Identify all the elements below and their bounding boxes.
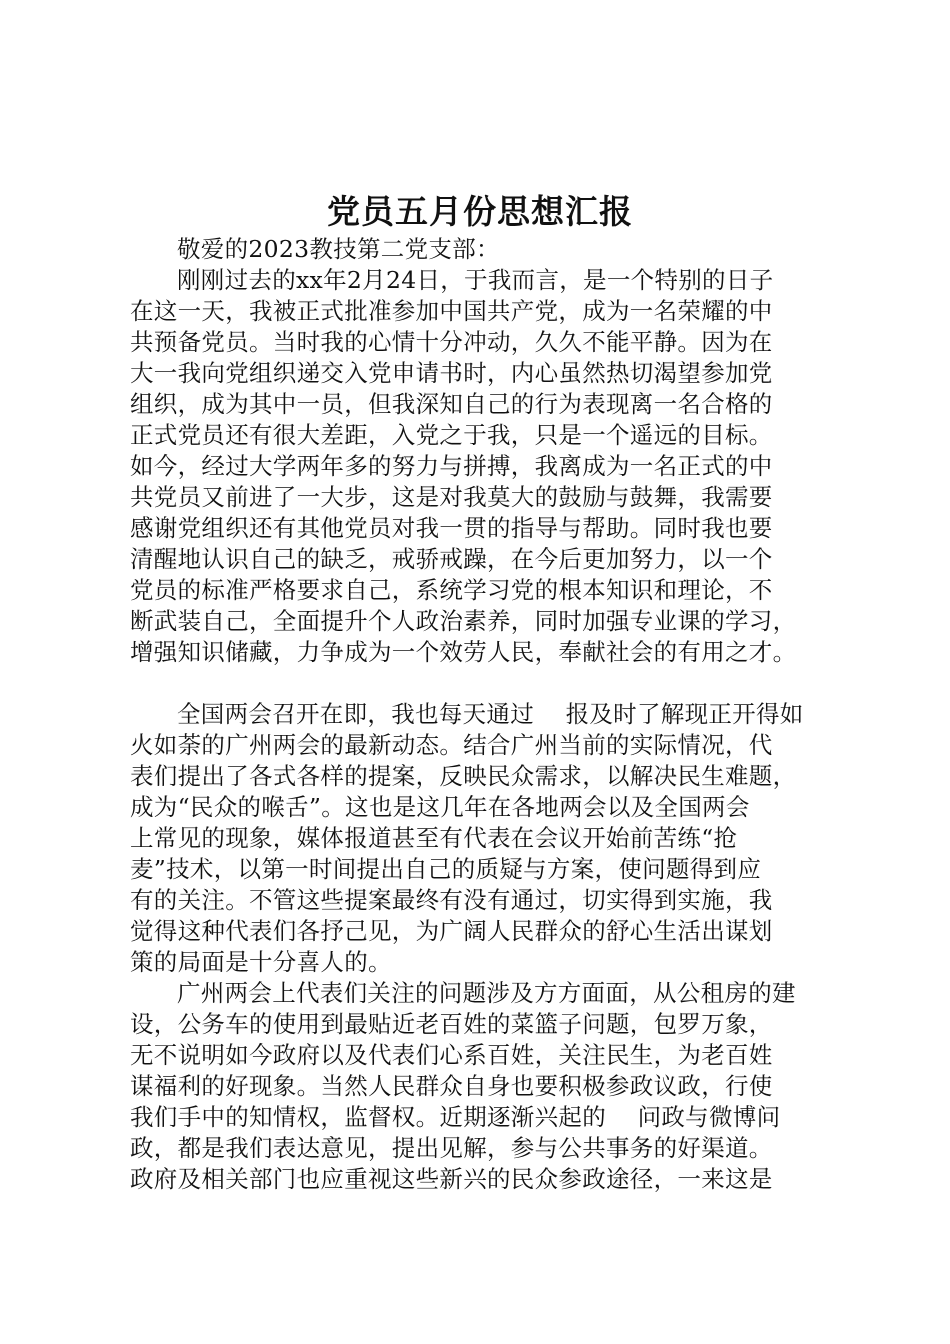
- paragraph-line: 清醒地认识自己的缺乏，戒骄戒躁，在今后更加努力，以一个: [130, 545, 773, 573]
- paragraph-2: [130, 699, 830, 978]
- paragraph-line: 有的关注。不管这些提案最终有没有通过，切实得到实施，我: [130, 886, 773, 914]
- paragraph-line: 共预备党员。当时我的心情十分冲动，久久不能平静。因为在: [130, 328, 773, 356]
- document-page: [130, 190, 830, 1195]
- paragraph-line: 无不说明如今政府以及代表们心系百姓，关注民生，为老百姓: [130, 1041, 773, 1069]
- paragraph-line: 成为“民众的喉舌”。这也是这几年在各地两会以及全国两会: [130, 793, 750, 821]
- paragraph-line: 如今，经过大学两年多的努力与拼搏，我离成为一名正式的中: [130, 452, 773, 480]
- paragraph-line: 火如荼的广州两会的最新动态。结合广州当前的实际情况，代: [130, 731, 773, 759]
- paragraph-line: 增强知识储藏，力争成为一个效劳人民，奉献社会的有用之才。: [130, 638, 797, 666]
- paragraph-line: 共党员又前进了一大步，这是对我莫大的鼓励与鼓舞，我需要: [130, 483, 773, 511]
- paragraph-line: 表们提出了各式各样的提案，反映民众需求，以解决民生难题，: [130, 762, 797, 790]
- salutation: 敬爱的2023教技第二党支部：: [177, 235, 500, 263]
- paragraph-line: 广州两会上代表们关注的问题涉及方方面面，从公租房的建: [177, 979, 796, 1007]
- paragraph-line: 正式党员还有很大差距，入党之于我，只是一个遥远的目标。: [130, 421, 773, 449]
- paragraph-spacer: [130, 668, 830, 699]
- paragraph-line: 我们手中的知情权，监督权。近期逐渐兴起的 问政与微博问: [130, 1103, 781, 1131]
- paragraph-line: 麦”技术，以第一时间提出自己的质疑与方案，使问题得到应: [130, 855, 762, 883]
- paragraph-line: 全国两会召开在即，我也每天通过 报及时了解现正开得如: [177, 700, 804, 728]
- paragraph-1: [130, 265, 830, 668]
- paragraph-line: 政府及相关部门也应重视这些新兴的民众参政途径，一来这是: [130, 1165, 773, 1193]
- paragraph-line: 感谢党组织还有其他党员对我一贯的指导与帮助。同时我也要: [130, 514, 773, 542]
- paragraph-line: 大一我向党组织递交入党申请书时，内心虽然热切渴望参加党: [130, 359, 773, 387]
- paragraph-line: 刚刚过去的xx年2月24日，于我而言，是一个特别的日子: [177, 266, 774, 294]
- paragraph-line: 谋福利的好现象。当然人民群众自身也要积极参政议政，行使: [130, 1072, 773, 1100]
- paragraph-line: 上常见的现象，媒体报道甚至有代表在会议开始前苦练“抢: [130, 824, 738, 852]
- paragraph-line: 设，公务车的使用到最贴近老百姓的菜篮子问题，包罗万象，: [130, 1010, 773, 1038]
- paragraph-line: 党员的标准严格要求自己，系统学习党的根本知识和理论，不: [130, 576, 773, 604]
- paragraph-line: 觉得这种代表们各抒己见，为广阔人民群众的舒心生活出谋划: [130, 917, 773, 945]
- paragraph-line: 断武装自己，全面提升个人政治素养，同时加强专业课的学习，: [130, 607, 797, 635]
- paragraph-line: 政，都是我们表达意见，提出见解，参与公共事务的好渠道。: [130, 1134, 773, 1162]
- paragraph-line: 在这一天，我被正式批准参加中国共产党，成为一名荣耀的中: [130, 297, 773, 325]
- paragraph-line: 策的局面是十分喜人的。: [130, 948, 392, 976]
- document-title: 党员五月份思想汇报: [327, 192, 633, 231]
- paragraph-line: 组织，成为其中一员，但我深知自己的行为表现离一名合格的: [130, 390, 773, 418]
- paragraph-3: [130, 978, 830, 1195]
